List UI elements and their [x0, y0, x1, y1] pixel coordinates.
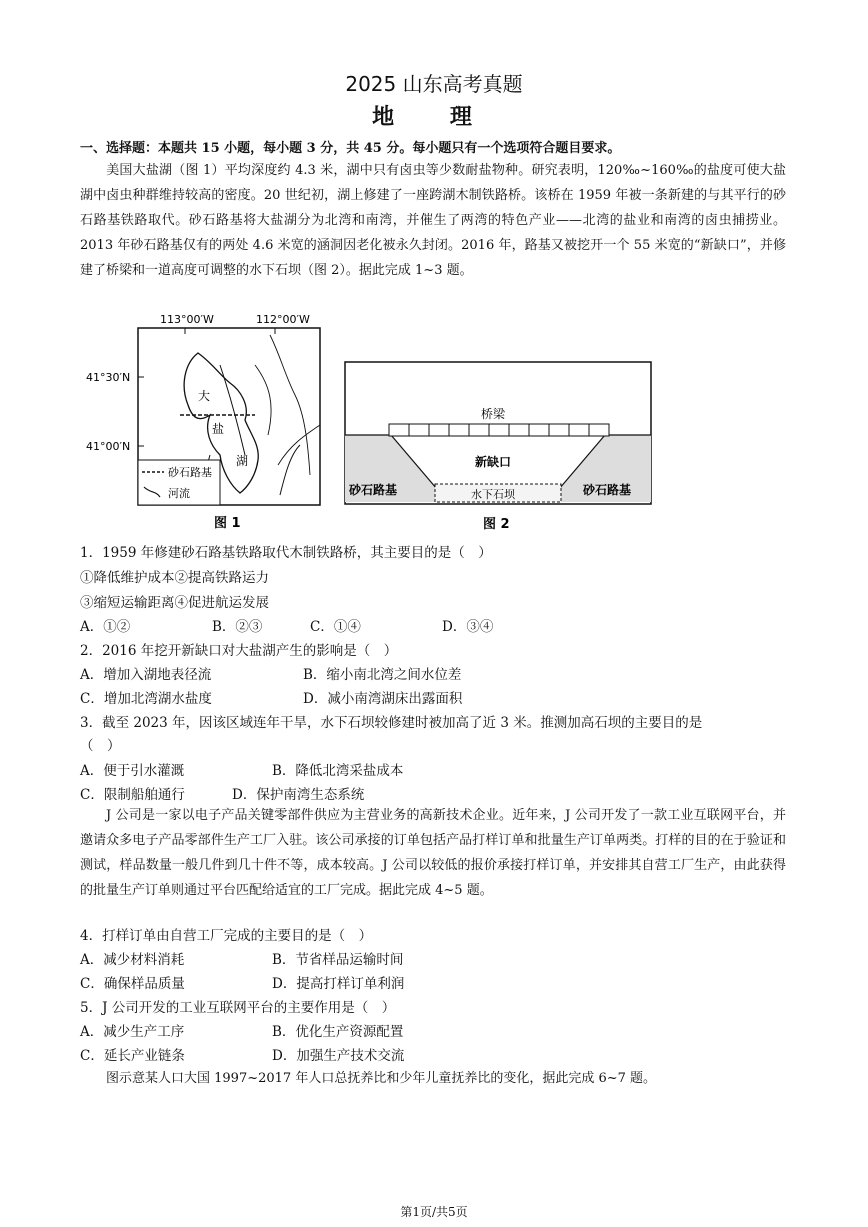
exam-title: 2025 山东高考真题	[345, 72, 523, 96]
q4-option-c[interactable]: C．确保样品质量	[80, 976, 185, 992]
dam-label: 水下石坝	[471, 488, 515, 501]
lon-label-112: 112°00′W	[256, 313, 310, 326]
lake-char-3: 湖	[236, 454, 249, 468]
figure-1-map	[80, 305, 330, 530]
q3-stem: 3．截至 2023 年，因该区域连年干旱，水下石坝较修建时被加高了近 3 米。推测加高石坝的主要目的是	[80, 715, 703, 731]
gap-label: 新缺口	[475, 455, 512, 469]
roadbed-right-label: 砂石路基	[583, 483, 632, 497]
q3-option-b[interactable]: B．降低北湾采盐成本	[272, 763, 404, 779]
q4-option-a[interactable]: A．减少材料消耗	[80, 952, 185, 968]
q2-stem: 2．2016 年挖开新缺口对大盐湖产生的影响是（ ）	[80, 643, 398, 659]
q1-option-a[interactable]: A．①②	[80, 619, 131, 635]
lat-label-4100: 41°00′N	[86, 440, 131, 453]
q1-stem: 1．1959 年修建砂石路基铁路取代木制铁路桥，其主要目的是（ ）	[80, 545, 492, 561]
q5-option-c[interactable]: C．延长产业链条	[80, 1048, 185, 1064]
q4-option-b[interactable]: B．节省样品运输时间	[272, 952, 404, 968]
q4-stem: 4．打样订单由自营工厂完成的主要目的是（ ）	[80, 928, 373, 944]
q5-option-b[interactable]: B．优化生产资源配置	[272, 1024, 404, 1040]
q4-option-d[interactable]: D．提高打样订单利润	[272, 976, 405, 992]
passage-population: 图示意某人口大国 1997~2017 年人口总抚养比和少年儿童抚养比的变化，据此完成 6~7 题。	[106, 1071, 657, 1086]
q2-option-d[interactable]: D．减小南湾湖床出露面积	[303, 691, 463, 707]
legend-roadbed-label: 砂石路基	[168, 466, 212, 479]
passage-great-salt-lake: 美国大盐湖（图 1）平均深度约 4.3 米，湖中只有卤虫等少数耐盐物种。研究表明，120‰~160‰的盐度可使大盐湖中卤虫种群维持较高的密度。20 世纪初，湖上修建了一座跨湖木制铁路桥。该桥在 1959 年被一条新建的与其平行的砂石路基铁路取代。砂石路基将大盐湖分为北湾和南湾，并催生了两湾的特色产业——北湾的盐业和南湾的卤虫捕捞业。2013 年砂石路基仅有的两处 4.6 米宽的涵洞因老化被永久封闭。2016 年，路基又被挖开一个 55 米宽的“新缺口”，并修建了桥梁和一道高度可调整的水下石坝（图 2）。据此完成 1~3 题。	[80, 163, 786, 278]
q1-option-c[interactable]: C．①④	[310, 619, 361, 635]
lake-char-2: 盐	[212, 422, 225, 436]
lat-label-4130: 41°30′N	[86, 371, 131, 384]
q3-stem-cont: （ ）	[80, 738, 121, 754]
q1-items-line2: ③缩短运输距离④促进航运发展	[80, 595, 269, 611]
q3-option-a[interactable]: A．便于引水灌溉	[80, 763, 185, 779]
lake-char-1: 大	[198, 389, 211, 403]
figure-2-diagram	[343, 360, 655, 532]
roadbed-left-label: 砂石路基	[349, 483, 398, 497]
figure-1-caption: 图 1	[214, 516, 241, 530]
q2-option-a[interactable]: A．增加入湖地表径流	[80, 667, 212, 683]
legend-river-label: 河流	[168, 487, 190, 500]
q3-option-d[interactable]: D．保护南湾生态系统	[232, 787, 365, 803]
section-heading: 一、选择题：本题共 15 小题，每小题 3 分，共 45 分。每小题只有一个选项符合题目要求。	[80, 141, 621, 156]
q5-option-a[interactable]: A．减少生产工序	[80, 1024, 185, 1040]
q1-option-d[interactable]: D．③④	[442, 619, 494, 635]
figure-2-caption: 图 2	[483, 517, 510, 532]
passage-j-company: J 公司是一家以电子产品关键零部件供应为主营业务的高新技术企业。近年来，J 公司开发了一款工业互联网平台，并邀请众多电子产品零部件生产工厂入驻。该公司承接的订单包括产品打样订单和批量生产订单两类。打样的目的在于验证和测试，样品数量一般几件到几十件不等，成本较高。J 公司以较低的报价承接打样订单，并安排其自营工厂生产，由此获得的批量生产订单则通过平台匹配给适宜的工厂完成。据此完成 4~5 题。	[80, 808, 786, 898]
q3-option-c[interactable]: C．限制船舶通行	[80, 787, 185, 803]
lon-label-113: 113°00′W	[160, 313, 214, 326]
q2-option-b[interactable]: B．缩小南北湾之间水位差	[303, 667, 462, 683]
q5-stem: 5．J 公司开发的工业互联网平台的主要作用是（ ）	[80, 1000, 396, 1016]
page-footer: 第1页/共5页	[400, 1205, 468, 1219]
q1-items-line1: ①降低维护成本②提高铁路运力	[80, 570, 269, 586]
bridge-blocks	[389, 424, 609, 436]
bridge-label: 桥梁	[481, 407, 506, 421]
subject-title: 地 理	[372, 104, 496, 130]
q1-option-b[interactable]: B．②③	[212, 619, 263, 635]
q2-option-c[interactable]: C．增加北湾湖水盐度	[80, 691, 212, 707]
q5-option-d[interactable]: D．加强生产技术交流	[272, 1048, 405, 1064]
